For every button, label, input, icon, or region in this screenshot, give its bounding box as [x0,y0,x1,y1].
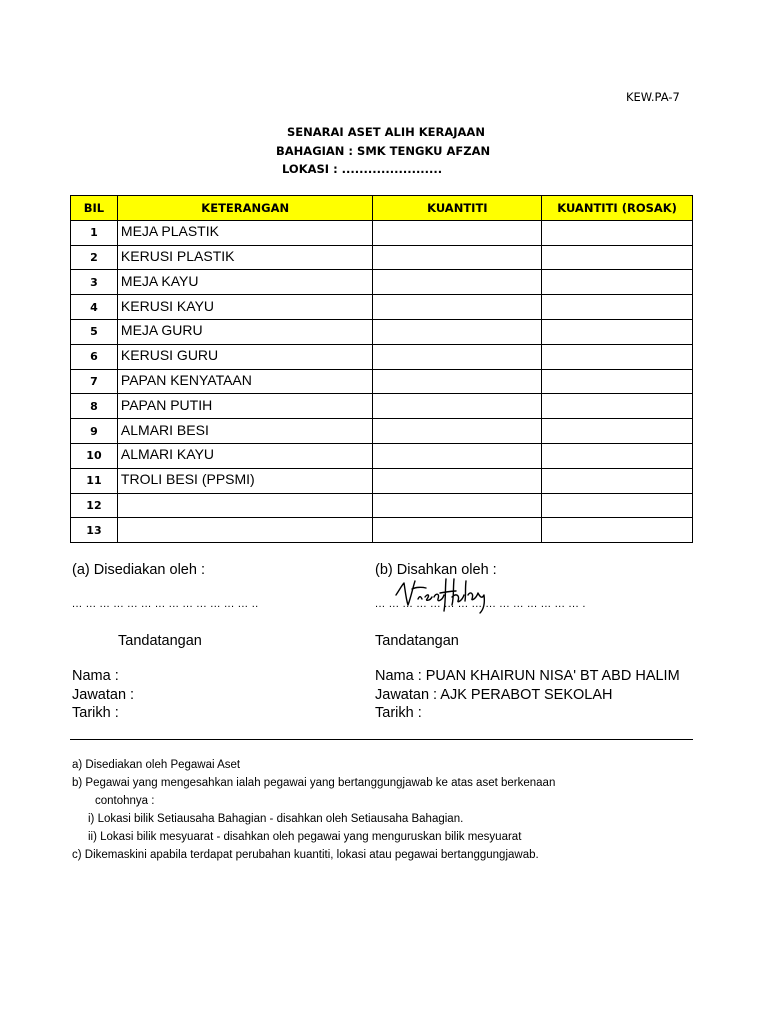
approved-tandatangan-label: Tandatangan [375,633,459,649]
rosak-cell [542,493,693,518]
bil-cell: 2 [71,245,118,270]
column-header-kuantiti: KUANTITI [373,196,542,221]
keterangan-cell: PAPAN KENYATAAN [117,369,373,394]
rosak-cell [542,419,693,444]
note-b-i: i) Lokasi bilik Setiausaha Bahagian - disahkan oleh Setiausaha Bahagian. [88,813,464,825]
asset-table [70,195,693,543]
table-row [71,493,693,518]
prepared-jawatan: Jawatan : [72,687,135,703]
kuantiti-cell [373,468,542,493]
keterangan-cell: MEJA GURU [117,319,373,344]
bil-cell: 9 [71,419,118,444]
handwritten-signature [394,575,500,617]
note-c: c) Dikemaskini apabila terdapat perubahan kuantiti, lokasi atau pegawai bertanggungjawab. [72,849,539,861]
kuantiti-cell [373,419,542,444]
kuantiti-cell [373,443,542,468]
table-row [71,518,693,543]
rosak-cell [542,270,693,295]
note-a: a) Disediakan oleh Pegawai Aset [72,759,241,771]
table-row [71,319,693,344]
prepared-by-label: (a) Disediakan oleh : [72,562,205,578]
rosak-cell [542,245,693,270]
rosak-cell [542,344,693,369]
rosak-cell [542,518,693,543]
table-row [71,295,693,320]
table-row [71,468,693,493]
prepared-signature-line: ... ... ... ... ... ... ... ... ... ... ... ... ... .. [72,598,259,610]
keterangan-cell: MEJA PLASTIK [117,220,373,245]
keterangan-cell: ALMARI KAYU [117,443,373,468]
bahagian-line: BAHAGIAN : SMK TENGKU AFZAN [276,144,491,158]
note-b-example-label: contohnya : [95,795,155,807]
keterangan-cell [117,493,373,518]
table-row [71,245,693,270]
keterangan-cell [117,518,373,543]
rosak-cell [542,319,693,344]
kuantiti-cell [373,319,542,344]
rosak-cell [542,443,693,468]
approved-signature-line: ... ... ... ... ... ... ... ... ... ... ... ... ... ... ... . [375,598,586,610]
document-title: SENARAI ASET ALIH KERAJAAN [287,125,485,139]
kuantiti-cell [373,518,542,543]
kuantiti-cell [373,344,542,369]
bil-cell: 4 [71,295,118,320]
bil-cell: 12 [71,493,118,518]
keterangan-cell: ALMARI BESI [117,419,373,444]
column-header-bil: BIL [71,196,118,221]
column-header-keterangan: KETERANGAN [117,196,373,221]
column-header-rosak: KUANTITI (ROSAK) [542,196,693,221]
rosak-cell [542,295,693,320]
kuantiti-cell [373,245,542,270]
kuantiti-cell [373,295,542,320]
lokasi-line: LOKASI : ....................... [282,162,443,176]
kuantiti-cell [373,394,542,419]
bil-cell: 7 [71,369,118,394]
bil-cell: 10 [71,443,118,468]
bil-cell: 6 [71,344,118,369]
keterangan-cell: KERUSI PLASTIK [117,245,373,270]
kuantiti-cell [373,220,542,245]
table-row [71,369,693,394]
kuantiti-cell [373,493,542,518]
bil-cell: 8 [71,394,118,419]
bil-cell: 5 [71,319,118,344]
keterangan-cell: PAPAN PUTIH [117,394,373,419]
prepared-tandatangan-label: Tandatangan [118,633,202,649]
prepared-tarikh: Tarikh : [72,705,119,721]
table-row [71,419,693,444]
approved-tarikh: Tarikh : [375,705,422,721]
table-row [71,270,693,295]
bil-cell: 13 [71,518,118,543]
keterangan-cell: KERUSI KAYU [117,295,373,320]
rosak-cell [542,220,693,245]
prepared-nama: Nama : [72,668,119,684]
note-b-ii: ii) Lokasi bilik mesyuarat - disahkan oleh pegawai yang menguruskan bilik mesyuarat [88,831,522,843]
keterangan-cell: KERUSI GURU [117,344,373,369]
table-row [71,344,693,369]
rosak-cell [542,369,693,394]
approved-jawatan: Jawatan : AJK PERABOT SEKOLAH [375,687,613,703]
approved-nama: Nama : PUAN KHAIRUN NISA' BT ABD HALIM [375,668,680,684]
rosak-cell [542,468,693,493]
bil-cell: 3 [71,270,118,295]
form-code: KEW.PA-7 [626,90,680,104]
keterangan-cell: MEJA KAYU [117,270,373,295]
notes-divider [70,739,693,740]
table-header-row [71,196,693,221]
table-row [71,220,693,245]
rosak-cell [542,394,693,419]
keterangan-cell: TROLI BESI (PPSMI) [117,468,373,493]
table-row [71,443,693,468]
bil-cell: 1 [71,220,118,245]
bil-cell: 11 [71,468,118,493]
table-row [71,394,693,419]
approved-by-label: (b) Disahkan oleh : [375,562,497,578]
note-b: b) Pegawai yang mengesahkan ialah pegawai yang bertanggungjawab ke atas aset berkenaan [72,777,556,789]
kuantiti-cell [373,270,542,295]
kuantiti-cell [373,369,542,394]
